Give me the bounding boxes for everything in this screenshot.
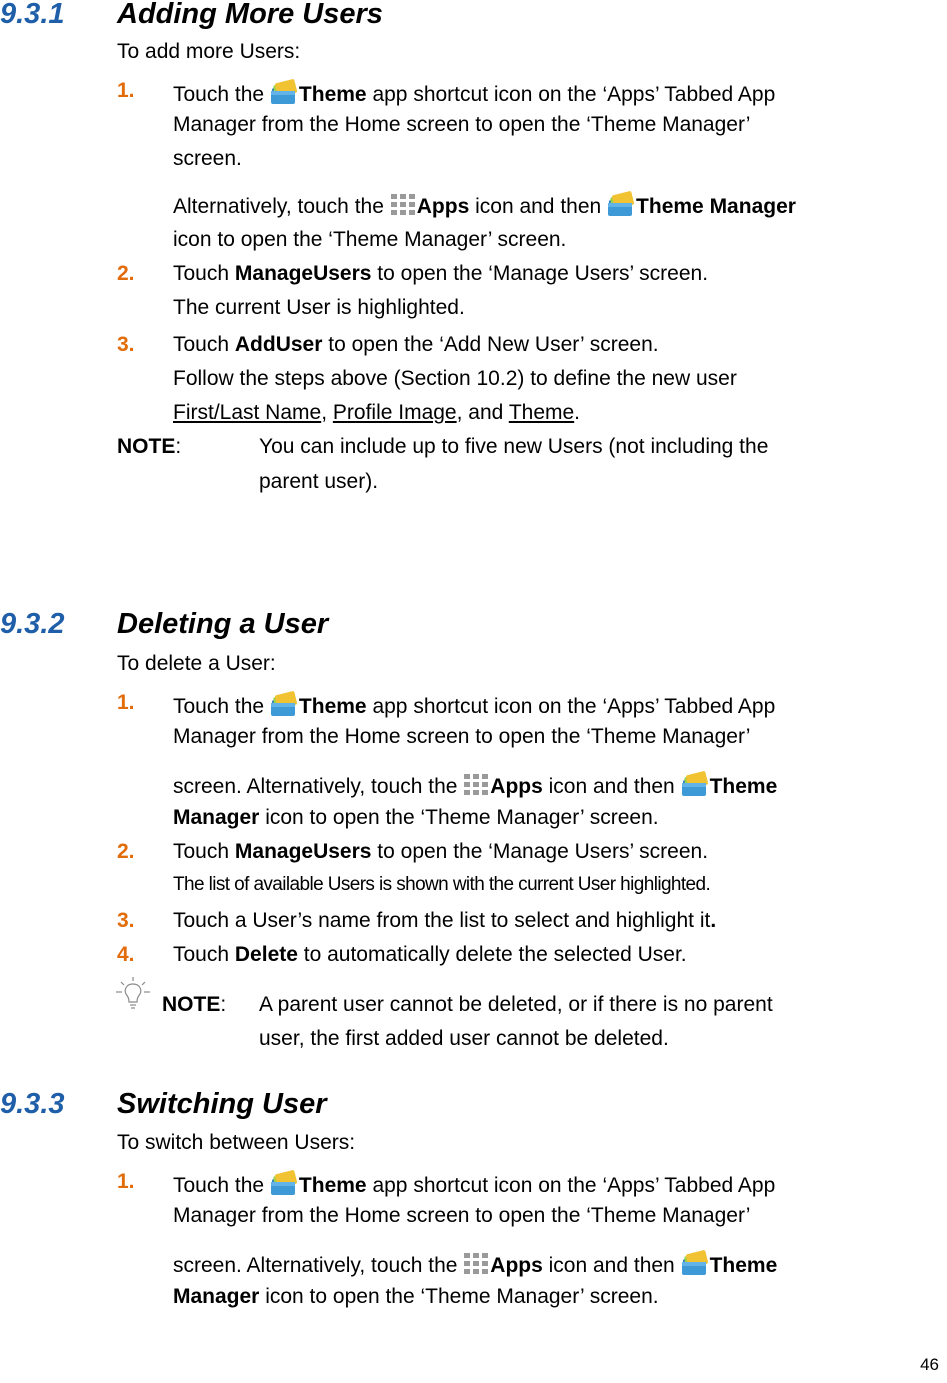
step-text: Touch ManageUsers to open the ‘Manage Users’ screen.	[173, 262, 709, 285]
intro-text: To add more Users:	[117, 40, 301, 63]
section-number: 9.3.2	[0, 608, 65, 640]
apps-grid-icon	[463, 773, 489, 797]
step-number: 1.	[117, 691, 135, 714]
link-theme: Theme	[508, 401, 575, 424]
step-text: screen.	[173, 147, 242, 170]
step-text: Touch the Theme app shortcut icon on the ‘Apps’ Tabbed App	[173, 79, 775, 107]
link-profile-image: Profile Image	[332, 401, 457, 424]
section-title: Adding More Users	[117, 0, 383, 30]
step-text: Alternatively, touch the Apps icon and then Theme Manager	[173, 191, 796, 219]
step-text: The list of available Users is shown with the current User highlighted.	[173, 874, 711, 895]
theme-folder-icon	[270, 1170, 298, 1196]
step-number: 1.	[117, 79, 135, 102]
note-text: parent user).	[259, 470, 379, 493]
note-text: A parent user cannot be deleted, or if there is no parent	[259, 993, 773, 1016]
step-text: screen. Alternatively, touch the Apps icon and then Theme	[173, 771, 777, 799]
note-label: NOTE:	[117, 435, 182, 458]
apps-grid-icon	[390, 193, 416, 217]
lightbulb-tip-icon	[113, 976, 153, 1012]
step-number: 3.	[117, 909, 135, 932]
note-text: You can include up to five new Users (not including the	[259, 435, 769, 458]
step-text: screen. Alternatively, touch the Apps icon and then Theme	[173, 1250, 777, 1278]
intro-text: To delete a User:	[117, 652, 276, 675]
section-title: Switching User	[117, 1088, 327, 1120]
step-number: 4.	[117, 943, 135, 966]
step-text: First/Last Name, Profile Image, and Theme.	[173, 401, 581, 424]
step-text: Touch AddUser to open the ‘Add New User’ screen.	[173, 333, 659, 356]
theme-folder-icon	[270, 79, 298, 105]
step-text: Manager from the Home screen to open the ‘Theme Manager’	[173, 113, 751, 136]
note-label: NOTE:	[162, 993, 227, 1016]
section-number: 9.3.1	[0, 0, 65, 30]
step-text: Manager icon to open the ‘Theme Manager’ screen.	[173, 806, 659, 829]
step-text: Manager from the Home screen to open the ‘Theme Manager’	[173, 725, 751, 748]
section-number: 9.3.3	[0, 1088, 65, 1120]
step-text: Manager icon to open the ‘Theme Manager’ screen.	[173, 1285, 659, 1308]
step-number: 2.	[117, 262, 135, 285]
step-text: Touch ManageUsers to open the ‘Manage Users’ screen.	[173, 840, 709, 863]
step-text: icon to open the ‘Theme Manager’ screen.	[173, 228, 567, 251]
link-first-last-name: First/Last Name	[173, 401, 322, 424]
step-number: 1.	[117, 1170, 135, 1193]
step-text: Touch the Theme app shortcut icon on the ‘Apps’ Tabbed App	[173, 1170, 775, 1198]
theme-folder-icon	[681, 771, 709, 797]
step-number: 3.	[117, 333, 135, 356]
theme-folder-icon	[607, 191, 635, 217]
step-text: Touch the Theme app shortcut icon on the ‘Apps’ Tabbed App	[173, 691, 775, 719]
step-text: Manager from the Home screen to open the ‘Theme Manager’	[173, 1204, 751, 1227]
step-number: 2.	[117, 840, 135, 863]
apps-grid-icon	[463, 1252, 489, 1276]
theme-folder-icon	[681, 1250, 709, 1276]
note-text: user, the first added user cannot be deleted.	[259, 1027, 669, 1050]
section-title: Deleting a User	[117, 608, 329, 640]
step-text: Touch Delete to automatically delete the selected User.	[173, 943, 687, 966]
intro-text: To switch between Users:	[117, 1131, 356, 1154]
theme-folder-icon	[270, 691, 298, 717]
step-text: The current User is highlighted.	[173, 296, 465, 319]
step-text: Follow the steps above (Section 10.2) to define the new user	[173, 367, 737, 390]
step-text: Touch a User’s name from the list to select and highlight it.	[173, 909, 717, 932]
page-number: 46	[920, 1355, 939, 1374]
